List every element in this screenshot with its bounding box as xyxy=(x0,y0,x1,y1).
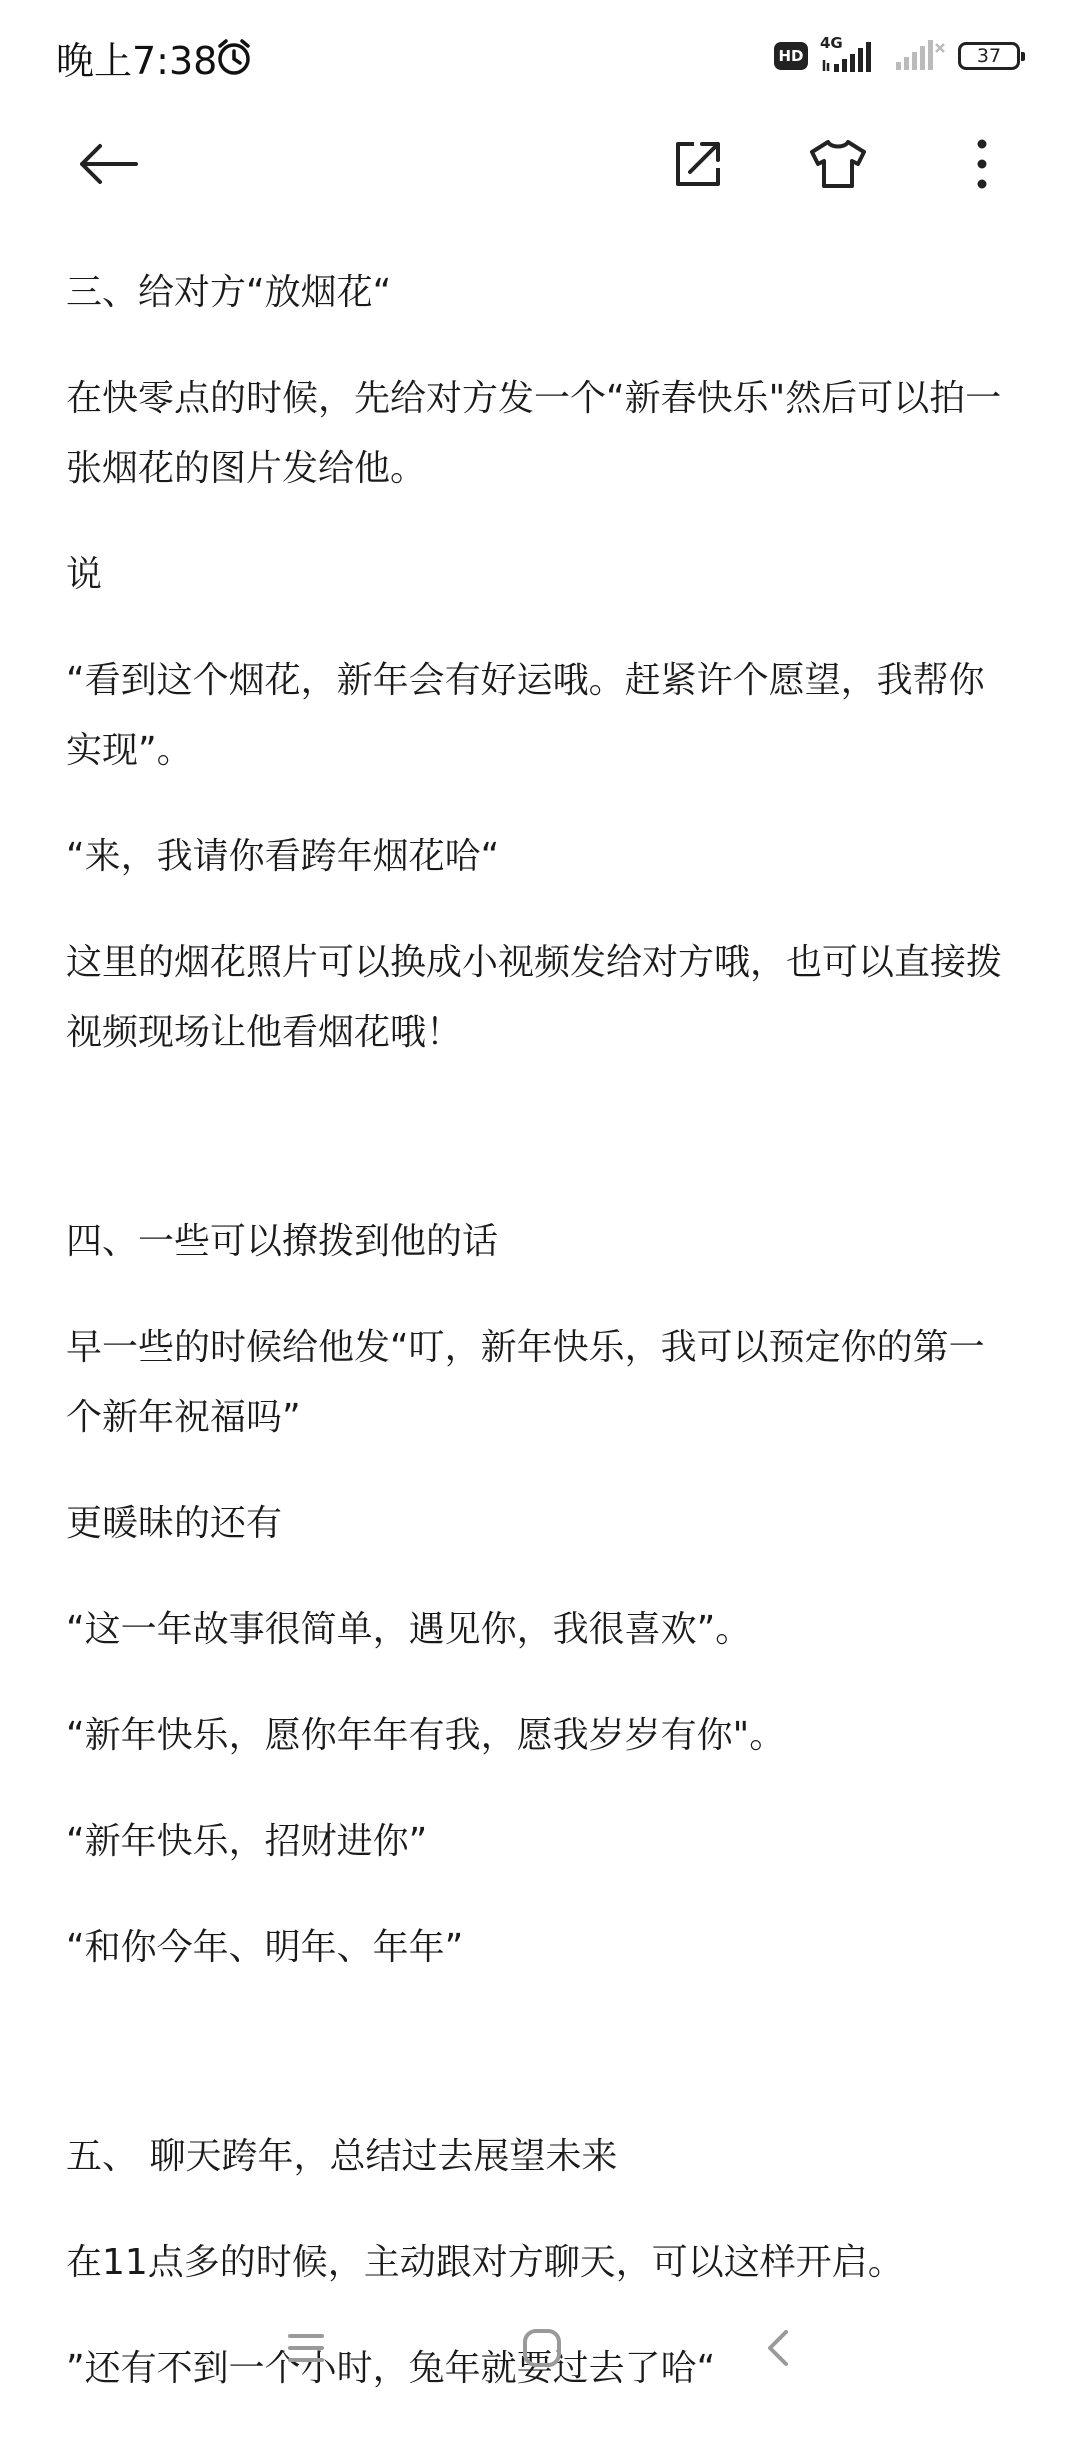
status-bar xyxy=(0,0,1080,110)
battery-indicator: 37 xyxy=(958,42,1020,70)
home-button[interactable] xyxy=(512,2320,572,2380)
article-paragraph: “新年快乐，愿你年年有我，愿我岁岁有你"。 xyxy=(66,1715,786,1756)
section-heading: 三、给对方“放烟花“ xyxy=(66,272,392,313)
arrow-left-icon xyxy=(76,142,140,190)
theme-button[interactable] xyxy=(800,128,876,204)
article-paragraph: 说 xyxy=(66,554,103,595)
signal-bars-icon xyxy=(820,34,882,74)
article-paragraph: ”还有不到一个小时，兔年就要过去了哈“ xyxy=(66,2348,716,2389)
top-toolbar xyxy=(0,110,1080,220)
more-vertical-icon xyxy=(976,138,988,194)
alarm-clock-icon xyxy=(214,37,254,77)
t-shirt-icon xyxy=(808,138,868,194)
more-options-button[interactable] xyxy=(944,128,1020,204)
status-time: 晚上7:38 xyxy=(56,39,218,83)
hd-badge: HD xyxy=(774,42,808,70)
article-paragraph: 更暖昧的还有 xyxy=(66,1503,283,1544)
article-paragraph: 在11点多的时候，主动跟对方聊天，可以这样开启。 xyxy=(66,2242,904,2283)
article-paragraph: “来，我请你看跨年烟花哈“ xyxy=(66,836,500,877)
article-paragraph: “这一年故事很简单，遇见你，我很喜欢”。 xyxy=(66,1609,752,1650)
nav-back-icon xyxy=(760,2326,796,2374)
share-external-icon xyxy=(672,138,724,194)
article-paragraph: “看到这个烟花，新年会有好运哦。赶紧许个愿望，我帮你实现”。 xyxy=(66,660,985,771)
article-paragraph: 这里的烟花照片可以换成小视频发给对方哦，也可以直接拨视频现场让他看烟花哦！ xyxy=(66,942,1003,1053)
article-body xyxy=(66,258,1014,2440)
recent-apps-button[interactable] xyxy=(276,2320,336,2380)
system-nav-bar xyxy=(0,2300,1080,2400)
secondary-signal-icon xyxy=(894,36,946,76)
section-heading: 五、 聊天跨年，总结过去展望未来 xyxy=(66,2136,618,2177)
paragraph-spacer xyxy=(66,1104,1014,1207)
article-paragraph: 在快零点的时候，先给对方发一个“新春快乐"然后可以拍一张烟花的图片发给他。 xyxy=(66,378,1002,489)
share-button[interactable] xyxy=(660,128,736,204)
section-heading: 四、一些可以撩拨到他的话 xyxy=(66,1221,499,1262)
nav-back-button[interactable] xyxy=(748,2320,808,2380)
article-paragraph: “新年快乐，招财进你” xyxy=(66,1821,428,1862)
back-button[interactable] xyxy=(70,128,146,204)
home-icon xyxy=(520,2326,564,2374)
recent-apps-icon xyxy=(284,2328,328,2372)
status-indicators xyxy=(774,36,1020,76)
article-paragraph: “和你今年、明年、年年” xyxy=(66,1927,464,1968)
network-type-label: 4G xyxy=(820,34,843,52)
article-paragraph: 早一些的时候给他发“叮，新年快乐，我可以预定你的第一个新年祝福吗” xyxy=(66,1327,985,1438)
paragraph-spacer xyxy=(66,2019,1014,2122)
